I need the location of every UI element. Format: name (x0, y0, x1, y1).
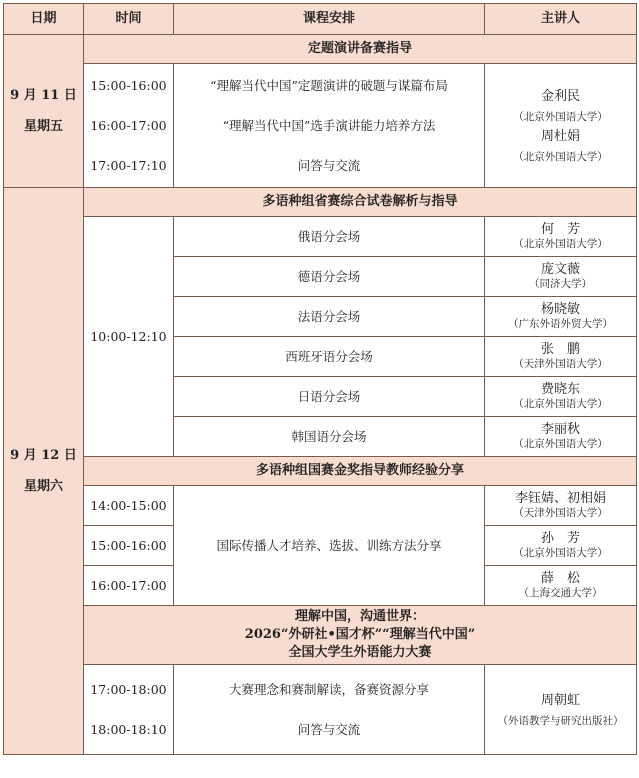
day2-date: 9 月 12 日 (10, 447, 77, 463)
day2-s1-speaker-5-name: 费晓东 (540, 382, 580, 398)
day2-s2-speaker-2-org: （北京外国语大学） (513, 547, 608, 559)
day2-s1-speaker-1 (485, 217, 637, 257)
day2-s1-speaker-1-name: 何 芳 (540, 222, 580, 238)
header-speaker: 主讲人 (485, 4, 637, 35)
day1-speaker-2-org: （北京外国语大学） (513, 150, 608, 163)
day2-s2-time-3: 16:00-17:00 (84, 566, 174, 606)
day2-s1-course-3: 法语分会场 (174, 297, 485, 337)
day1-time-3: 17:00-17:10 (90, 157, 167, 173)
day2-s3-title-line2: 2026“外研社•国才杯”“理解当代中国” (244, 626, 476, 642)
day2-s1-speaker-1-org: （北京外国语大学） (513, 238, 608, 250)
day1-speaker-2-name: 周杜娟 (540, 128, 580, 144)
day2-s2-speaker-3-name: 薛 松 (540, 571, 580, 587)
day2-s3-times (84, 665, 174, 755)
day2-s1-speaker-4-org: （天津外国语大学） (513, 358, 608, 370)
day1-date: 9 月 11 日 (10, 87, 77, 103)
day2-s2-speaker-2 (485, 526, 637, 566)
day2-s1-speaker-6 (485, 417, 637, 457)
day1-speakers (485, 64, 637, 188)
day2-s1-course-5: 日语分会场 (174, 377, 485, 417)
day2-s2-speaker-3 (485, 566, 637, 606)
day2-s1-speaker-2-name: 庞文薇 (540, 262, 580, 278)
day2-section1-time: 10:00-12:10 (84, 217, 174, 457)
day1-time-1: 15:00-16:00 (90, 77, 167, 93)
header-date: 日期 (4, 4, 84, 35)
day2-s1-course-6: 韩国语分会场 (174, 417, 485, 457)
header-course: 课程安排 (174, 4, 485, 35)
day1-time-2: 16:00-17:00 (90, 117, 167, 133)
day2-s3-title-line1: 理解中国，沟通世界： (294, 608, 425, 624)
day2-s3-speaker-name: 周朝虹 (540, 692, 580, 708)
day2-s3-speaker (485, 665, 637, 755)
day2-section3-title (84, 606, 637, 665)
day2-date-cell (4, 188, 84, 755)
day2-s3-course-1: 大赛理念和赛制解读，备赛资源分享 (228, 681, 429, 697)
day2-s1-speaker-6-org: （北京外国语大学） (513, 438, 608, 450)
day2-s1-speaker-6-name: 李丽秋 (540, 422, 580, 438)
day2-s3-time-1: 17:00-18:00 (90, 681, 167, 697)
day2-s1-speaker-2 (485, 257, 637, 297)
day1-speaker-1-name: 金利民 (540, 88, 580, 104)
day1-times (84, 64, 174, 188)
day1-course-3: 问答与交流 (297, 157, 361, 173)
day1-speaker-1-org: （北京外国语大学） (513, 110, 608, 123)
day2-s3-course-2: 问答与交流 (297, 721, 361, 737)
day2-s2-time-1: 14:00-15:00 (84, 486, 174, 526)
day2-s1-course-1: 俄语分会场 (174, 217, 485, 257)
day2-s3-speaker-org: （外语教学与研究出版社） (497, 714, 624, 727)
day2-s1-speaker-3-name: 杨晓敏 (540, 302, 580, 318)
day2-s1-speaker-2-org: （同济大学） (529, 278, 592, 290)
day1-date-cell (4, 35, 84, 188)
header-row (4, 4, 637, 35)
day2-s3-time-2: 18:00-18:10 (90, 721, 167, 737)
day2-s1-speaker-5-org: （北京外国语大学） (513, 398, 608, 410)
day2-section2-title: 多语种组国赛金奖指导教师经验分享 (84, 457, 637, 486)
day2-s1-course-4: 西班牙语分会场 (174, 337, 485, 377)
day2-s1-speaker-4 (485, 337, 637, 377)
day2-s1-speaker-3-org: （广东外语外贸大学） (508, 318, 613, 330)
day2-s3-title-line3: 全国大学生外语能力大赛 (288, 645, 432, 661)
day2-s3-courses (174, 665, 485, 755)
day1-course-2: “理解当代中国”选手演讲能力培养方法 (222, 117, 436, 133)
day2-s2-speaker-3-org: （上海交通大学） (518, 587, 603, 599)
day2-s1-course-2: 德语分会场 (174, 257, 485, 297)
day2-s1-speaker-3 (485, 297, 637, 337)
day2-s1-speaker-4-name: 张 鹏 (540, 342, 580, 358)
day1-weekday: 星期五 (23, 119, 63, 134)
day2-s2-speaker-2-name: 孙 芳 (540, 531, 580, 547)
day1-courses (174, 64, 485, 188)
day2-s1-speaker-5 (485, 377, 637, 417)
day2-s2-speaker-1-org: （天津外国语大学） (513, 507, 608, 519)
day2-s2-speaker-1-name: 李钰婧、初相娟 (514, 491, 606, 507)
day2-s2-time-2: 15:00-16:00 (84, 526, 174, 566)
schedule-table (3, 3, 637, 755)
day2-weekday: 星期六 (23, 479, 63, 494)
header-time: 时间 (84, 4, 174, 35)
day1-section-title: 定题演讲备赛指导 (84, 35, 637, 64)
day2-section1-title: 多语种组省赛综合试卷解析与指导 (84, 188, 637, 217)
day2-s2-speaker-1 (485, 486, 637, 526)
day1-course-1: “理解当代中国”定题演讲的破题与谋篇布局 (210, 77, 448, 93)
day2-s2-course: 国际传播人才培养、选拔、训练方法分享 (174, 486, 485, 606)
